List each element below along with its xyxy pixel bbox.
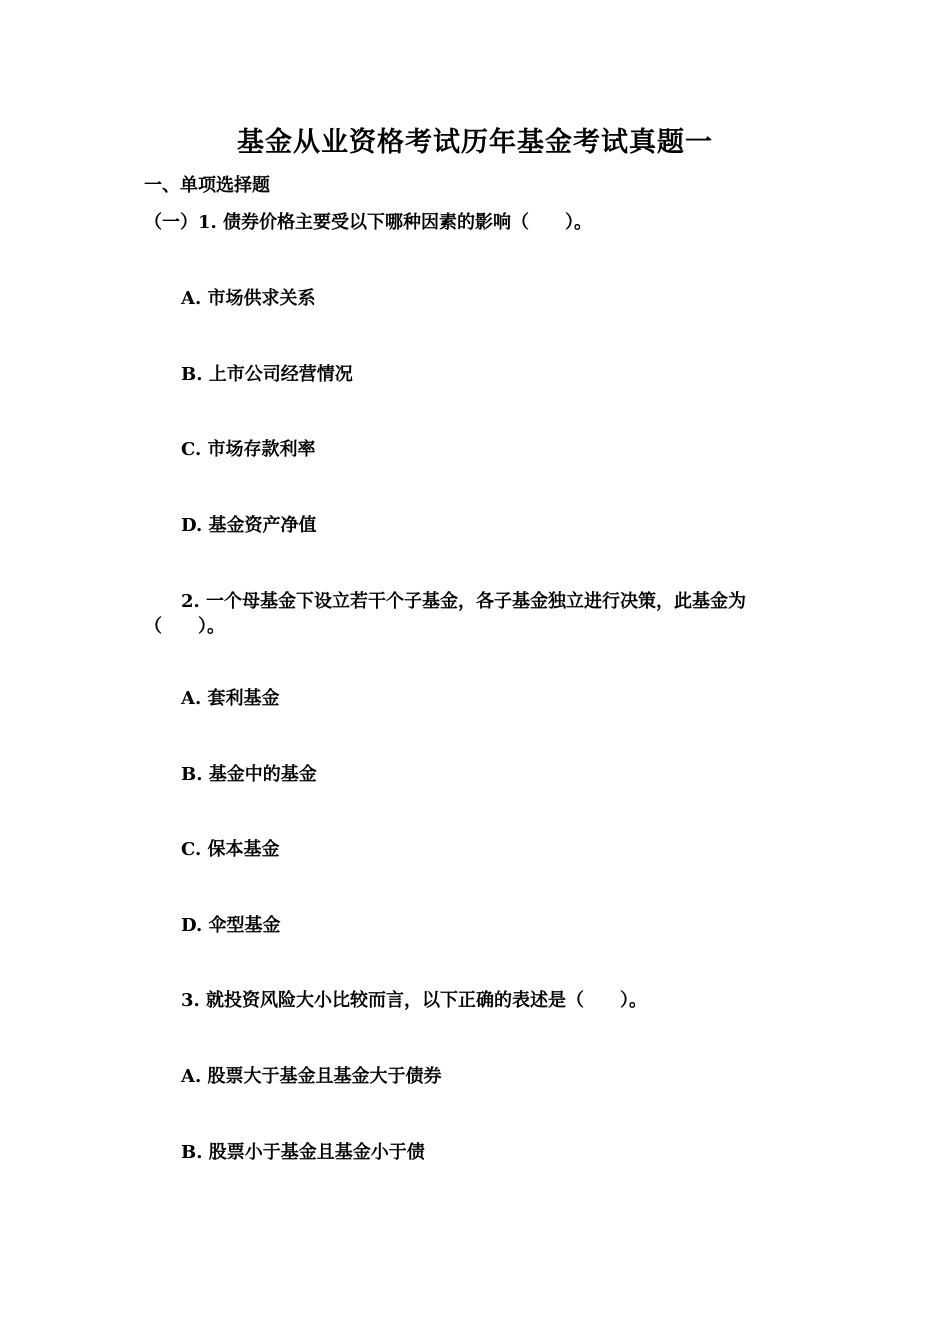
question-2-option-d: D. 伞型基金 <box>181 915 281 936</box>
question-2-option-c: C. 保本基金 <box>181 839 280 860</box>
section-heading: 一、单项选择题 <box>144 175 270 196</box>
question-1-option-a: A. 市场供求关系 <box>181 288 316 309</box>
question-1-stem: （一）1. 债券价格主要受以下哪种因素的影响（ ）。 <box>144 212 593 233</box>
question-3-option-b: B. 股票小于基金且基金小于债 <box>181 1142 425 1163</box>
question-1-option-b: B. 上市公司经营情况 <box>181 364 353 385</box>
question-2-option-a: A. 套利基金 <box>181 688 280 709</box>
question-2-stem: 2. 一个母基金下设立若干个子基金，各子基金独立进行决策，此基金为（ ）。 <box>144 591 747 637</box>
question-2-option-b: B. 基金中的基金 <box>181 764 317 785</box>
question-1-option-d: D. 基金资产净值 <box>181 515 317 536</box>
question-3-option-a: A. 股票大于基金且基金大于债券 <box>181 1066 442 1087</box>
question-3-stem: 3. 就投资风险大小比较而言，以下正确的表述是（ ）。 <box>181 990 648 1011</box>
question-1-option-c: C. 市场存款利率 <box>181 439 316 460</box>
document-title: 基金从业资格考试历年基金考试真题一 <box>237 127 713 158</box>
